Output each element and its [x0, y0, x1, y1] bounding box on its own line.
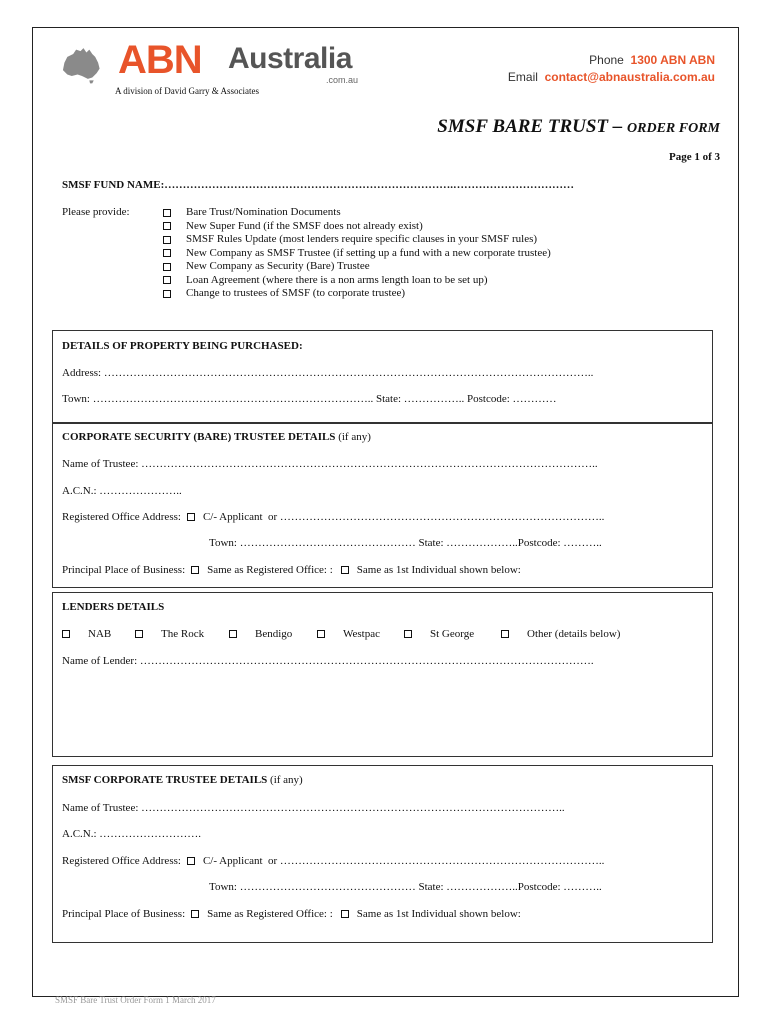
page-number: Page 1 of 3	[668, 151, 720, 163]
checkbox-icon[interactable]	[191, 566, 199, 574]
corp-trustee-section	[52, 765, 713, 943]
australia-map-icon	[60, 46, 104, 84]
corp-trustee-title: SMSF CORPORATE TRUSTEE DETAILS (if any)	[62, 774, 303, 786]
lender-option-the-rock[interactable]: The Rock	[135, 628, 204, 640]
office-option: C/- Applicant	[202, 855, 263, 867]
checkbox-icon[interactable]	[341, 910, 349, 918]
bare-trustee-acn-field[interactable]: A.C.N.: …………………..	[62, 485, 182, 497]
ppb-label: Principal Place of Business:	[62, 908, 186, 920]
corp-trustee-ppb-row	[62, 908, 521, 920]
bare-trustee-office-row	[62, 511, 604, 523]
fund-name-field[interactable]: SMSF FUND NAME:…………………………………………………………………….……………………………	[62, 179, 574, 191]
corp-trustee-name-field[interactable]: Name of Trustee: ……………………………………………………………………………………………………..	[62, 802, 565, 814]
checkbox-icon[interactable]	[135, 630, 143, 638]
checkbox-icon[interactable]	[501, 630, 509, 638]
office-label: Registered Office Address:	[62, 855, 181, 867]
provide-label: Please provide:	[62, 206, 130, 218]
provide-item[interactable]: New Company as SMSF Trustee (if setting up a fund with a new corporate trustee)	[163, 247, 551, 261]
property-address-field[interactable]: Address: ……………………………………………………………………………………………………………………..	[62, 367, 594, 379]
lenders-section	[52, 592, 713, 757]
email-line	[508, 69, 715, 86]
corp-trustee-office-row	[62, 855, 604, 867]
brand-australia: Australia	[228, 42, 352, 75]
form-title	[437, 116, 720, 138]
ppb-label: Principal Place of Business:	[62, 564, 186, 576]
ppb-option-same-office: Same as Registered Office: :	[207, 564, 333, 576]
property-title: DETAILS OF PROPERTY BEING PURCHASED:	[62, 340, 303, 352]
provide-item[interactable]: New Company as Security (Bare) Trustee	[163, 260, 551, 274]
checkbox-icon[interactable]	[229, 630, 237, 638]
phone-value[interactable]: 1300 ABN ABN	[630, 53, 715, 67]
phone-line	[508, 52, 715, 69]
checkbox-icon[interactable]	[163, 236, 171, 244]
provide-list	[163, 206, 551, 301]
checkbox-icon[interactable]	[163, 263, 171, 271]
lender-option-st-george[interactable]: St George	[404, 628, 474, 640]
provide-item[interactable]: Bare Trust/Nomination Documents	[163, 206, 551, 220]
division-text: A division of David Garry & Associates	[115, 86, 259, 96]
lender-option-westpac[interactable]: Westpac	[317, 628, 380, 640]
checkbox-icon[interactable]	[163, 276, 171, 284]
lender-name-field[interactable]: Name of Lender: …………………………………………………………………………………………………………….	[62, 655, 594, 667]
bare-trustee-title: CORPORATE SECURITY (BARE) TRUSTEE DETAILS (if any)	[62, 431, 371, 443]
checkbox-icon[interactable]	[191, 910, 199, 918]
brand-abn: ABN	[118, 38, 202, 82]
lender-option-nab[interactable]: NAB	[62, 628, 111, 640]
email-label: Email	[507, 70, 538, 84]
property-town-field[interactable]: Town: ………………………………………………………………….. State: …………….. Postcode: …………	[62, 393, 557, 405]
ppb-option-same-office: Same as Registered Office: :	[207, 908, 333, 920]
bare-trustee-section	[52, 423, 713, 588]
checkbox-icon[interactable]	[341, 566, 349, 574]
checkbox-icon[interactable]	[317, 630, 325, 638]
provide-item[interactable]: SMSF Rules Update (most lenders require specific clauses in your SMSF rules)	[163, 233, 551, 247]
corp-trustee-town-field[interactable]: Town: ………………………………………… State: ………………..Postcode: ………..	[209, 881, 602, 893]
provide-item[interactable]: Change to trustees of SMSF (to corporate trustee)	[163, 287, 551, 301]
ppb-option-same-individual: Same as 1st Individual shown below:	[356, 564, 521, 576]
lender-option-other[interactable]: Other (details below)	[501, 628, 620, 640]
email-value[interactable]: contact@abnaustralia.com.au	[544, 70, 715, 84]
office-label: Registered Office Address:	[62, 511, 181, 523]
brand-domain: .com.au	[326, 75, 359, 85]
footer-text: SMSF Bare Trust Order Form 1 March 2017	[55, 995, 216, 1005]
property-section	[52, 330, 713, 423]
contact-block	[508, 52, 715, 86]
provide-item[interactable]: Loan Agreement (where there is a non arms length loan to be set up)	[163, 274, 551, 288]
checkbox-icon[interactable]	[163, 209, 171, 217]
checkbox-icon[interactable]	[62, 630, 70, 638]
checkbox-icon[interactable]	[187, 513, 195, 521]
office-address-field[interactable]: or ……………………………………………………………………………..	[268, 511, 605, 523]
lenders-title: LENDERS DETAILS	[62, 601, 165, 613]
phone-label: Phone	[589, 53, 624, 67]
office-option: C/- Applicant	[202, 511, 263, 523]
checkbox-icon[interactable]	[404, 630, 412, 638]
form-title-main: SMSF BARE TRUST –	[437, 116, 628, 137]
checkbox-icon[interactable]	[163, 290, 171, 298]
checkbox-icon[interactable]	[163, 249, 171, 257]
ppb-option-same-individual: Same as 1st Individual shown below:	[356, 908, 521, 920]
bare-trustee-ppb-row	[62, 564, 521, 576]
corp-trustee-acn-field[interactable]: A.C.N.: ……………………….	[62, 828, 202, 840]
office-address-field[interactable]: or ……………………………………………………………………………..	[268, 855, 605, 867]
provide-item[interactable]: New Super Fund (if the SMSF does not already exist)	[163, 220, 551, 234]
bare-trustee-town-field[interactable]: Town: ………………………………………… State: ………………..Postcode: ………..	[209, 537, 602, 549]
form-title-sub: ORDER FORM	[627, 121, 720, 136]
bare-trustee-name-field[interactable]: Name of Trustee: ……………………………………………………………………………………………………………..	[62, 458, 598, 470]
checkbox-icon[interactable]	[187, 857, 195, 865]
lender-option-bendigo[interactable]: Bendigo	[229, 628, 292, 640]
checkbox-icon[interactable]	[163, 222, 171, 230]
